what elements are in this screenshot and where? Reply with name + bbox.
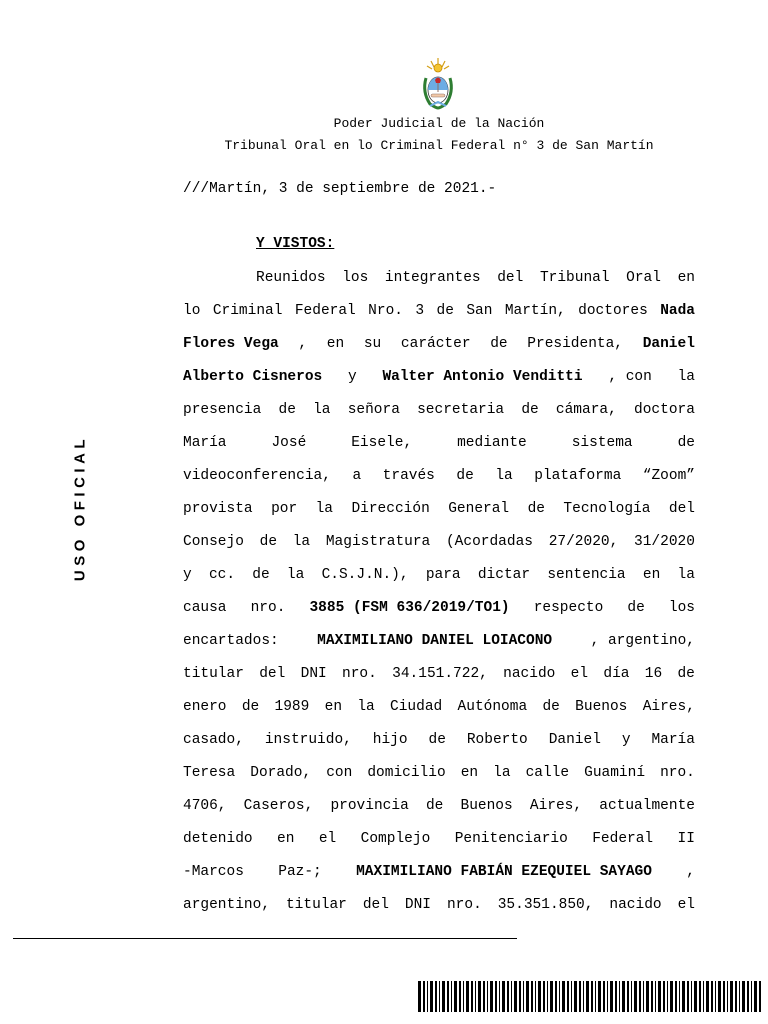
text-word: detenido [183,831,253,847]
text-word: cc. [208,567,236,583]
text-word: Federal [592,831,654,847]
text-word: la [357,699,375,715]
text-word: nacido [609,897,662,913]
text-word: (Acordadas [445,534,533,550]
text-word: Complejo [360,831,431,847]
text-word: cámara, [555,402,617,418]
text-word: Reunidos [256,270,326,286]
official-use-label: USO OFICIAL [71,434,89,582]
text-word: Federal [294,303,356,319]
text-word: en [324,699,343,715]
text-word: doctora [634,402,695,418]
text-word: provista [183,501,253,517]
text-line [183,395,695,428]
text-word: en [677,270,695,286]
text-word: el [570,666,589,682]
text-word: sistema [571,435,633,451]
text-word: integrantes [384,270,481,286]
text-word: nro. [446,897,482,913]
text-word: Autónoma [457,699,528,715]
text-word: mediante [457,435,527,451]
text-line [183,725,695,758]
text-line [183,494,695,527]
text-line [183,296,695,329]
text-word: Buenos [575,699,628,715]
text-word: 34.151.722, [392,666,488,682]
text-word: Presidenta, [527,336,624,352]
text-line [183,428,695,461]
text-word: la [677,369,695,385]
document-body [183,263,695,923]
text-word: 16 [644,666,663,682]
text-word: su [363,336,382,352]
bold-text: MAXIMILIANO DANIEL LOIACONO [317,633,553,649]
text-word: lo [183,303,201,319]
text-word: los [342,270,369,286]
text-word: titular [183,666,244,682]
text-word: día [603,666,630,682]
footer-divider [13,938,517,939]
text-word: Aires, [529,798,583,814]
text-word: del [259,666,286,682]
text-word: actualmente [599,798,695,814]
text-word: de [627,600,645,616]
text-line [183,560,695,593]
court-name: Poder Judicial de la Nación [333,116,545,131]
text-line [183,362,695,395]
text-word: a [352,468,362,484]
text-word: C.S.J.N.), [321,567,409,583]
text-word: para [425,567,461,583]
text-word: José [271,435,307,451]
text-word: casado, [183,732,244,748]
bold-text: Alberto Cisneros [183,369,323,385]
text-word: Consejo [183,534,244,550]
text-word: de [241,699,260,715]
text-word: nacido [503,666,556,682]
document-barcode [418,981,763,1012]
text-word: Teresa [183,765,236,781]
text-word: San [466,303,493,319]
text-line [183,527,695,560]
text-word: de [252,567,270,583]
text-word: General [448,501,510,517]
bold-text: 3885 (FSM 636/2019/TO1) [309,600,510,616]
text-word: con [326,765,353,781]
text-line [183,626,695,659]
text-word: Oral [626,270,661,286]
text-word: , argentino, [590,633,695,649]
text-word: DNI [404,897,432,913]
text-word: provincia [330,798,409,814]
text-word: de [259,534,278,550]
text-word: de [278,402,296,418]
text-word: Tribunal [539,270,610,286]
text-word: de [521,402,539,418]
text-word: la [495,468,513,484]
text-word: instruido, [264,732,352,748]
bold-text: MAXIMILIANO FABIÁN EZEQUIEL SAYAGO [356,864,652,880]
text-word: 27/2020, [548,534,619,550]
text-word: encartados: [183,633,279,649]
text-word: , con [608,369,652,385]
text-word: argentino, [183,897,271,913]
text-word: dictar [477,567,531,583]
bold-text: Walter Antonio Venditti [382,369,583,385]
text-word: y [183,567,192,583]
bold-text: Nada [660,303,695,319]
text-word: el [677,897,695,913]
text-word: Dorado, [250,765,312,781]
section-heading: Y VISTOS: [256,236,335,252]
text-word: carácter [400,336,471,352]
text-word: la [677,567,695,583]
text-word: Ciudad [390,699,443,715]
text-word: 35.351.850, [497,897,594,913]
text-word: respecto [533,600,604,616]
text-word: de [490,336,508,352]
bold-text: Flores Vega [183,336,279,352]
coat-of-arms-seal [418,56,458,112]
tribunal-name: Tribunal Oral en lo Criminal Federal n° 3 de San Martín [224,138,654,153]
text-word: , [298,336,308,352]
text-word: en [460,765,479,781]
text-word: María [651,732,695,748]
text-word: del [362,897,389,913]
text-word: el [318,831,337,847]
text-word: titular [285,897,347,913]
text-word: causa [183,600,227,616]
text-word: presencia [183,402,262,418]
text-word: y [347,369,357,385]
text-word: del [668,501,695,517]
text-word: videoconferencia, [183,468,331,484]
text-word: calle [525,765,570,781]
text-word: María [183,435,227,451]
text-word: señora [347,402,400,418]
text-word: los [668,600,695,616]
text-line [183,890,695,923]
text-word: 31/2020 [634,534,695,550]
text-line [183,461,695,494]
text-word: Criminal [212,303,283,319]
bold-text: Daniel [642,336,695,352]
text-word: Paz-; [278,864,322,880]
text-word: , [686,864,695,880]
text-word: de [428,732,446,748]
text-word: 4706, [183,798,227,814]
text-line [183,263,695,296]
text-word: Guaminí [584,765,646,781]
text-word: plataforma [534,468,622,484]
document-date: ///Martín, 3 de septiembre de 2021.- [183,181,497,197]
text-word: la [292,534,311,550]
text-word: en [326,336,345,352]
text-word: Roberto [466,732,528,748]
text-word: Magistratura [325,534,431,550]
text-word: Eisele, [351,435,413,451]
text-word: Aires, [642,699,695,715]
text-word: en [277,831,295,847]
text-word: enero [183,699,227,715]
text-word: DNI [300,666,327,682]
text-word: Tecnología [563,501,651,517]
text-word: Buenos [460,798,513,814]
text-word: Penitenciario [454,831,568,847]
text-word: 1989 [274,699,310,715]
text-line [183,857,695,890]
text-word: nro. [250,600,286,616]
text-word: de [677,666,695,682]
text-line [183,758,695,791]
text-word: sentencia [547,567,626,583]
text-word: Nro. [368,303,403,319]
text-word: de [527,501,545,517]
text-word: de [677,435,695,451]
text-word: de [436,303,454,319]
text-word: doctores [578,303,648,319]
text-word: en [642,567,661,583]
text-word: del [497,270,524,286]
text-word: través [382,468,435,484]
text-word: Dirección [351,501,430,517]
text-word: nro. [342,666,377,682]
text-line [183,593,695,626]
text-word: y [621,732,631,748]
text-line [183,329,695,362]
text-line [183,659,695,692]
text-word: de [456,468,474,484]
text-word: nro. [660,765,695,781]
text-line [183,791,695,824]
text-word: II [677,831,695,847]
text-word: de [542,699,560,715]
text-word: Martín, [504,303,566,319]
text-word: por [271,501,298,517]
text-word: -Marcos [183,864,244,880]
text-word: la [313,402,331,418]
text-word: hijo [372,732,408,748]
text-word: la [286,567,305,583]
text-word: domicilio [367,765,446,781]
text-line [183,824,695,857]
text-word: “Zoom” [642,468,695,484]
text-word: de [425,798,444,814]
text-line [183,692,695,725]
text-word: 3 [415,303,425,319]
text-word: Caseros, [243,798,314,814]
text-word: secretaria [417,402,505,418]
text-word: la [493,765,511,781]
text-word: Daniel [548,732,601,748]
text-word: la [315,501,334,517]
